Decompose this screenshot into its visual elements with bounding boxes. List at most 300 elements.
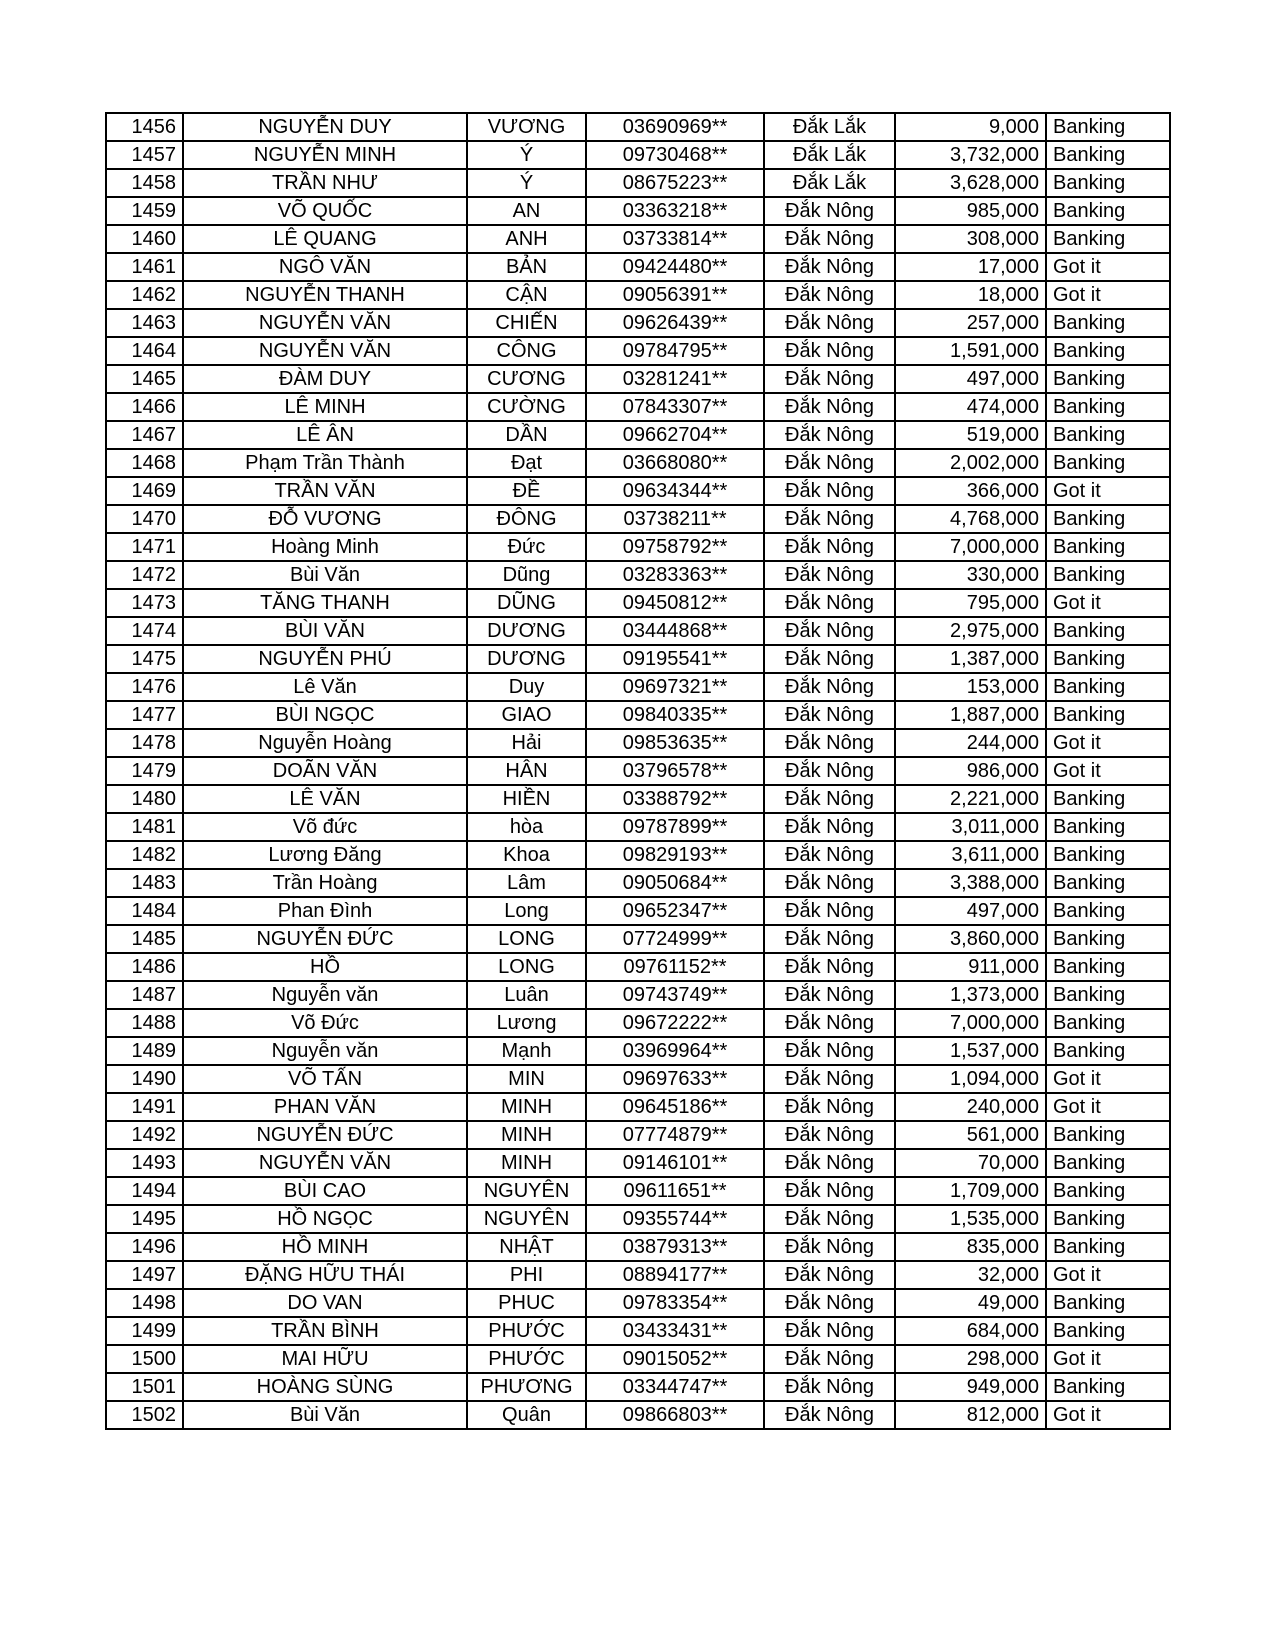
payment-method-cell: Got it: [1046, 1345, 1170, 1373]
row-number-cell: 1469: [106, 477, 183, 505]
amount-cell: 497,000: [895, 365, 1046, 393]
row-number-cell: 1485: [106, 925, 183, 953]
phone-number-cell: 09784795**: [586, 337, 764, 365]
amount-cell: 1,094,000: [895, 1065, 1046, 1093]
phone-number-cell: 07843307**: [586, 393, 764, 421]
row-number-cell: 1502: [106, 1401, 183, 1429]
table-row: [106, 1149, 1170, 1177]
family-middle-name-cell: HỒ NGỌC: [183, 1205, 467, 1233]
row-number-cell: 1482: [106, 841, 183, 869]
given-name-cell: CHIẾN: [467, 309, 586, 337]
phone-number-cell: 09829193**: [586, 841, 764, 869]
given-name-cell: Ý: [467, 169, 586, 197]
row-number-cell: 1491: [106, 1093, 183, 1121]
province-cell: Đắk Nông: [764, 645, 895, 673]
family-middle-name-cell: BÙI VĂN: [183, 617, 467, 645]
province-cell: Đắk Nông: [764, 785, 895, 813]
family-middle-name-cell: NGUYỄN DUY: [183, 113, 467, 141]
phone-number-cell: 09743749**: [586, 981, 764, 1009]
family-middle-name-cell: PHAN VĂN: [183, 1093, 467, 1121]
province-cell: Đắk Nông: [764, 1121, 895, 1149]
phone-number-cell: 09634344**: [586, 477, 764, 505]
family-middle-name-cell: Nguyễn văn: [183, 981, 467, 1009]
table-row: [106, 1093, 1170, 1121]
family-middle-name-cell: HOÀNG SÙNG: [183, 1373, 467, 1401]
phone-number-cell: 09450812**: [586, 589, 764, 617]
row-number-cell: 1458: [106, 169, 183, 197]
given-name-cell: AN: [467, 197, 586, 225]
family-middle-name-cell: MAI HỮU: [183, 1345, 467, 1373]
phone-number-cell: 03733814**: [586, 225, 764, 253]
table-row: [106, 1289, 1170, 1317]
row-number-cell: 1484: [106, 897, 183, 925]
family-middle-name-cell: LÊ ÂN: [183, 421, 467, 449]
phone-number-cell: 03444868**: [586, 617, 764, 645]
payment-method-cell: Banking: [1046, 701, 1170, 729]
phone-number-cell: 09015052**: [586, 1345, 764, 1373]
family-middle-name-cell: NGUYỄN PHÚ: [183, 645, 467, 673]
row-number-cell: 1479: [106, 757, 183, 785]
amount-cell: 7,000,000: [895, 1009, 1046, 1037]
payment-method-cell: Banking: [1046, 1009, 1170, 1037]
province-cell: Đắk Nông: [764, 757, 895, 785]
row-number-cell: 1467: [106, 421, 183, 449]
family-middle-name-cell: LÊ MINH: [183, 393, 467, 421]
table-row: [106, 253, 1170, 281]
amount-cell: 1,535,000: [895, 1205, 1046, 1233]
payment-method-cell: Banking: [1046, 1289, 1170, 1317]
family-middle-name-cell: NGUYỄN VĂN: [183, 309, 467, 337]
given-name-cell: GIAO: [467, 701, 586, 729]
table-row: [106, 1121, 1170, 1149]
given-name-cell: Hải: [467, 729, 586, 757]
row-number-cell: 1501: [106, 1373, 183, 1401]
table-row: [106, 1009, 1170, 1037]
province-cell: Đắk Nông: [764, 449, 895, 477]
phone-number-cell: 03796578**: [586, 757, 764, 785]
family-middle-name-cell: NGUYỄN ĐỨC: [183, 1121, 467, 1149]
given-name-cell: Quân: [467, 1401, 586, 1429]
phone-number-cell: 09652347**: [586, 897, 764, 925]
amount-cell: 3,628,000: [895, 169, 1046, 197]
payment-method-cell: Banking: [1046, 1317, 1170, 1345]
family-middle-name-cell: HỒ: [183, 953, 467, 981]
province-cell: Đắk Nông: [764, 281, 895, 309]
row-number-cell: 1471: [106, 533, 183, 561]
family-middle-name-cell: NGUYỄN VĂN: [183, 1149, 467, 1177]
payment-method-cell: Banking: [1046, 841, 1170, 869]
payment-method-cell: Banking: [1046, 645, 1170, 673]
province-cell: Đắk Nông: [764, 617, 895, 645]
payment-method-cell: Got it: [1046, 1065, 1170, 1093]
payment-method-cell: Banking: [1046, 1121, 1170, 1149]
payment-method-cell: Banking: [1046, 673, 1170, 701]
payment-method-cell: Banking: [1046, 505, 1170, 533]
family-middle-name-cell: Bùi Văn: [183, 561, 467, 589]
family-middle-name-cell: Hoàng Minh: [183, 533, 467, 561]
table-row: [106, 869, 1170, 897]
province-cell: Đắk Nông: [764, 1317, 895, 1345]
given-name-cell: ĐÔNG: [467, 505, 586, 533]
table-row: [106, 113, 1170, 141]
amount-cell: 795,000: [895, 589, 1046, 617]
family-middle-name-cell: HỒ MINH: [183, 1233, 467, 1261]
table-row: [106, 617, 1170, 645]
province-cell: Đắk Nông: [764, 589, 895, 617]
given-name-cell: DŨNG: [467, 589, 586, 617]
province-cell: Đắk Nông: [764, 841, 895, 869]
amount-cell: 2,002,000: [895, 449, 1046, 477]
given-name-cell: CƯỜNG: [467, 393, 586, 421]
province-cell: Đắk Nông: [764, 1289, 895, 1317]
amount-cell: 835,000: [895, 1233, 1046, 1261]
phone-number-cell: 09662704**: [586, 421, 764, 449]
given-name-cell: BẢN: [467, 253, 586, 281]
payment-method-cell: Got it: [1046, 1401, 1170, 1429]
given-name-cell: LONG: [467, 953, 586, 981]
amount-cell: 949,000: [895, 1373, 1046, 1401]
row-number-cell: 1480: [106, 785, 183, 813]
table-row: [106, 1261, 1170, 1289]
given-name-cell: ĐỀ: [467, 477, 586, 505]
table-row: [106, 281, 1170, 309]
given-name-cell: MINH: [467, 1121, 586, 1149]
phone-number-cell: 09424480**: [586, 253, 764, 281]
table-body: [106, 113, 1170, 1429]
family-middle-name-cell: VÕ QUỐC: [183, 197, 467, 225]
phone-number-cell: 09672222**: [586, 1009, 764, 1037]
table-row: [106, 141, 1170, 169]
amount-cell: 474,000: [895, 393, 1046, 421]
table-row: [106, 589, 1170, 617]
given-name-cell: LONG: [467, 925, 586, 953]
table-row: [106, 645, 1170, 673]
given-name-cell: Đạt: [467, 449, 586, 477]
payment-method-cell: Banking: [1046, 953, 1170, 981]
row-number-cell: 1470: [106, 505, 183, 533]
payment-method-cell: Got it: [1046, 477, 1170, 505]
payment-method-cell: Banking: [1046, 1233, 1170, 1261]
amount-cell: 519,000: [895, 421, 1046, 449]
phone-number-cell: 09730468**: [586, 141, 764, 169]
province-cell: Đắk Nông: [764, 197, 895, 225]
table-row: [106, 1401, 1170, 1429]
province-cell: Đắk Lắk: [764, 169, 895, 197]
province-cell: Đắk Nông: [764, 309, 895, 337]
given-name-cell: Long: [467, 897, 586, 925]
amount-cell: 3,388,000: [895, 869, 1046, 897]
row-number-cell: 1468: [106, 449, 183, 477]
province-cell: Đắk Nông: [764, 1009, 895, 1037]
family-middle-name-cell: VÕ TẤN: [183, 1065, 467, 1093]
given-name-cell: PHI: [467, 1261, 586, 1289]
family-middle-name-cell: Bùi Văn: [183, 1401, 467, 1429]
payment-method-cell: Banking: [1046, 533, 1170, 561]
payment-method-cell: Got it: [1046, 729, 1170, 757]
phone-number-cell: 09146101**: [586, 1149, 764, 1177]
province-cell: Đắk Nông: [764, 1037, 895, 1065]
given-name-cell: PHƯỚC: [467, 1317, 586, 1345]
family-middle-name-cell: TĂNG THANH: [183, 589, 467, 617]
given-name-cell: ANH: [467, 225, 586, 253]
row-number-cell: 1497: [106, 1261, 183, 1289]
given-name-cell: PHƯƠNG: [467, 1373, 586, 1401]
row-number-cell: 1498: [106, 1289, 183, 1317]
table-row: [106, 477, 1170, 505]
payment-method-cell: Got it: [1046, 1093, 1170, 1121]
table-row: [106, 813, 1170, 841]
amount-cell: 1,387,000: [895, 645, 1046, 673]
phone-number-cell: 08894177**: [586, 1261, 764, 1289]
phone-number-cell: 03668080**: [586, 449, 764, 477]
family-middle-name-cell: TRẦN VĂN: [183, 477, 467, 505]
payment-method-cell: Banking: [1046, 197, 1170, 225]
given-name-cell: DẦN: [467, 421, 586, 449]
family-middle-name-cell: LÊ QUANG: [183, 225, 467, 253]
given-name-cell: Ý: [467, 141, 586, 169]
family-middle-name-cell: NGUYỄN THANH: [183, 281, 467, 309]
row-number-cell: 1495: [106, 1205, 183, 1233]
row-number-cell: 1476: [106, 673, 183, 701]
payment-method-cell: Banking: [1046, 785, 1170, 813]
province-cell: Đắk Nông: [764, 1065, 895, 1093]
row-number-cell: 1463: [106, 309, 183, 337]
given-name-cell: DƯƠNG: [467, 645, 586, 673]
given-name-cell: Duy: [467, 673, 586, 701]
table-row: [106, 1373, 1170, 1401]
province-cell: Đắk Nông: [764, 981, 895, 1009]
payment-method-cell: Banking: [1046, 1177, 1170, 1205]
phone-number-cell: 09056391**: [586, 281, 764, 309]
payment-method-cell: Banking: [1046, 1373, 1170, 1401]
given-name-cell: hòa: [467, 813, 586, 841]
row-number-cell: 1483: [106, 869, 183, 897]
amount-cell: 244,000: [895, 729, 1046, 757]
province-cell: Đắk Nông: [764, 337, 895, 365]
given-name-cell: HIỀN: [467, 785, 586, 813]
phone-number-cell: 03388792**: [586, 785, 764, 813]
family-middle-name-cell: NGUYỄN MINH: [183, 141, 467, 169]
amount-cell: 2,975,000: [895, 617, 1046, 645]
table-row: [106, 1065, 1170, 1093]
phone-number-cell: 09645186**: [586, 1093, 764, 1121]
given-name-cell: Khoa: [467, 841, 586, 869]
province-cell: Đắk Nông: [764, 477, 895, 505]
phone-number-cell: 09761152**: [586, 953, 764, 981]
given-name-cell: HÂN: [467, 757, 586, 785]
province-cell: Đắk Nông: [764, 701, 895, 729]
amount-cell: 911,000: [895, 953, 1046, 981]
province-cell: Đắk Nông: [764, 673, 895, 701]
family-middle-name-cell: Phạm Trần Thành: [183, 449, 467, 477]
amount-cell: 985,000: [895, 197, 1046, 225]
table-row: [106, 1345, 1170, 1373]
row-number-cell: 1488: [106, 1009, 183, 1037]
table-row: [106, 449, 1170, 477]
phone-number-cell: 03690969**: [586, 113, 764, 141]
payment-method-cell: Banking: [1046, 225, 1170, 253]
family-middle-name-cell: Lương Đăng: [183, 841, 467, 869]
province-cell: Đắk Nông: [764, 225, 895, 253]
amount-cell: 3,860,000: [895, 925, 1046, 953]
province-cell: Đắk Nông: [764, 533, 895, 561]
province-cell: Đắk Nông: [764, 505, 895, 533]
family-middle-name-cell: BÙI NGỌC: [183, 701, 467, 729]
phone-number-cell: 08675223**: [586, 169, 764, 197]
phone-number-cell: 09626439**: [586, 309, 764, 337]
amount-cell: 684,000: [895, 1317, 1046, 1345]
province-cell: Đắk Nông: [764, 1373, 895, 1401]
given-name-cell: CẬN: [467, 281, 586, 309]
family-middle-name-cell: TRẦN NHƯ: [183, 169, 467, 197]
province-cell: Đắk Nông: [764, 897, 895, 925]
amount-cell: 240,000: [895, 1093, 1046, 1121]
amount-cell: 366,000: [895, 477, 1046, 505]
province-cell: Đắk Nông: [764, 1177, 895, 1205]
family-middle-name-cell: TRẦN BÌNH: [183, 1317, 467, 1345]
row-number-cell: 1492: [106, 1121, 183, 1149]
payment-method-cell: Banking: [1046, 1205, 1170, 1233]
row-number-cell: 1477: [106, 701, 183, 729]
amount-cell: 1,373,000: [895, 981, 1046, 1009]
family-middle-name-cell: ĐẶNG HỮU THÁI: [183, 1261, 467, 1289]
phone-number-cell: 09355744**: [586, 1205, 764, 1233]
phone-number-cell: 09697321**: [586, 673, 764, 701]
given-name-cell: NGUYÊN: [467, 1177, 586, 1205]
row-number-cell: 1472: [106, 561, 183, 589]
table-row: [106, 1037, 1170, 1065]
province-cell: Đắk Nông: [764, 953, 895, 981]
row-number-cell: 1465: [106, 365, 183, 393]
given-name-cell: PHUC: [467, 1289, 586, 1317]
table-row: [106, 169, 1170, 197]
phone-number-cell: 03283363**: [586, 561, 764, 589]
table-row: [106, 1317, 1170, 1345]
province-cell: Đắk Nông: [764, 813, 895, 841]
given-name-cell: CÔNG: [467, 337, 586, 365]
given-name-cell: NGUYÊN: [467, 1205, 586, 1233]
row-number-cell: 1473: [106, 589, 183, 617]
amount-cell: 153,000: [895, 673, 1046, 701]
amount-cell: 4,768,000: [895, 505, 1046, 533]
table-row: [106, 337, 1170, 365]
family-middle-name-cell: NGUYỄN VĂN: [183, 337, 467, 365]
phone-number-cell: 09758792**: [586, 533, 764, 561]
family-middle-name-cell: Trần Hoàng: [183, 869, 467, 897]
phone-number-cell: 09787899**: [586, 813, 764, 841]
amount-cell: 986,000: [895, 757, 1046, 785]
table-row: [106, 925, 1170, 953]
table-row: [106, 701, 1170, 729]
phone-number-cell: 03344747**: [586, 1373, 764, 1401]
winner-list-table: [105, 112, 1171, 1430]
phone-number-cell: 09697633**: [586, 1065, 764, 1093]
row-number-cell: 1459: [106, 197, 183, 225]
amount-cell: 308,000: [895, 225, 1046, 253]
phone-number-cell: 09853635**: [586, 729, 764, 757]
table-row: [106, 1233, 1170, 1261]
amount-cell: 7,000,000: [895, 533, 1046, 561]
table-row: [106, 1205, 1170, 1233]
payment-method-cell: Banking: [1046, 897, 1170, 925]
table-row: [106, 757, 1170, 785]
given-name-cell: Luân: [467, 981, 586, 1009]
payment-method-cell: Got it: [1046, 1261, 1170, 1289]
phone-number-cell: 03738211**: [586, 505, 764, 533]
payment-method-cell: Banking: [1046, 1037, 1170, 1065]
given-name-cell: MINH: [467, 1149, 586, 1177]
given-name-cell: DƯƠNG: [467, 617, 586, 645]
given-name-cell: Lâm: [467, 869, 586, 897]
province-cell: Đắk Nông: [764, 561, 895, 589]
row-number-cell: 1500: [106, 1345, 183, 1373]
amount-cell: 18,000: [895, 281, 1046, 309]
phone-number-cell: 09783354**: [586, 1289, 764, 1317]
phone-number-cell: 03281241**: [586, 365, 764, 393]
table-row: [106, 309, 1170, 337]
amount-cell: 812,000: [895, 1401, 1046, 1429]
table-row: [106, 225, 1170, 253]
payment-method-cell: Banking: [1046, 981, 1170, 1009]
family-middle-name-cell: BÙI CAO: [183, 1177, 467, 1205]
phone-number-cell: 09611651**: [586, 1177, 764, 1205]
table-row: [106, 1177, 1170, 1205]
province-cell: Đắk Nông: [764, 1093, 895, 1121]
table-row: [106, 421, 1170, 449]
family-middle-name-cell: Võ Đức: [183, 1009, 467, 1037]
payment-method-cell: Banking: [1046, 1149, 1170, 1177]
table-row: [106, 533, 1170, 561]
province-cell: Đắk Nông: [764, 1149, 895, 1177]
row-number-cell: 1464: [106, 337, 183, 365]
payment-method-cell: Banking: [1046, 813, 1170, 841]
table-row: [106, 505, 1170, 533]
amount-cell: 32,000: [895, 1261, 1046, 1289]
payment-method-cell: Got it: [1046, 589, 1170, 617]
given-name-cell: Lương: [467, 1009, 586, 1037]
amount-cell: 3,732,000: [895, 141, 1046, 169]
family-middle-name-cell: ĐỖ VƯƠNG: [183, 505, 467, 533]
province-cell: Đắk Nông: [764, 729, 895, 757]
given-name-cell: Đức: [467, 533, 586, 561]
table-row: [106, 785, 1170, 813]
table-row: [106, 897, 1170, 925]
phone-number-cell: 09050684**: [586, 869, 764, 897]
amount-cell: 2,221,000: [895, 785, 1046, 813]
phone-number-cell: 07774879**: [586, 1121, 764, 1149]
row-number-cell: 1457: [106, 141, 183, 169]
table-row: [106, 365, 1170, 393]
given-name-cell: PHƯỚC: [467, 1345, 586, 1373]
province-cell: Đắk Nông: [764, 1345, 895, 1373]
payment-method-cell: Banking: [1046, 169, 1170, 197]
family-middle-name-cell: Lê Văn: [183, 673, 467, 701]
province-cell: Đắk Nông: [764, 1261, 895, 1289]
family-middle-name-cell: DO VAN: [183, 1289, 467, 1317]
payment-method-cell: Banking: [1046, 393, 1170, 421]
amount-cell: 49,000: [895, 1289, 1046, 1317]
row-number-cell: 1461: [106, 253, 183, 281]
amount-cell: 561,000: [895, 1121, 1046, 1149]
table-row: [106, 673, 1170, 701]
row-number-cell: 1493: [106, 1149, 183, 1177]
row-number-cell: 1487: [106, 981, 183, 1009]
given-name-cell: Dũng: [467, 561, 586, 589]
row-number-cell: 1456: [106, 113, 183, 141]
table-row: [106, 841, 1170, 869]
province-cell: Đắk Lắk: [764, 113, 895, 141]
province-cell: Đắk Nông: [764, 1233, 895, 1261]
